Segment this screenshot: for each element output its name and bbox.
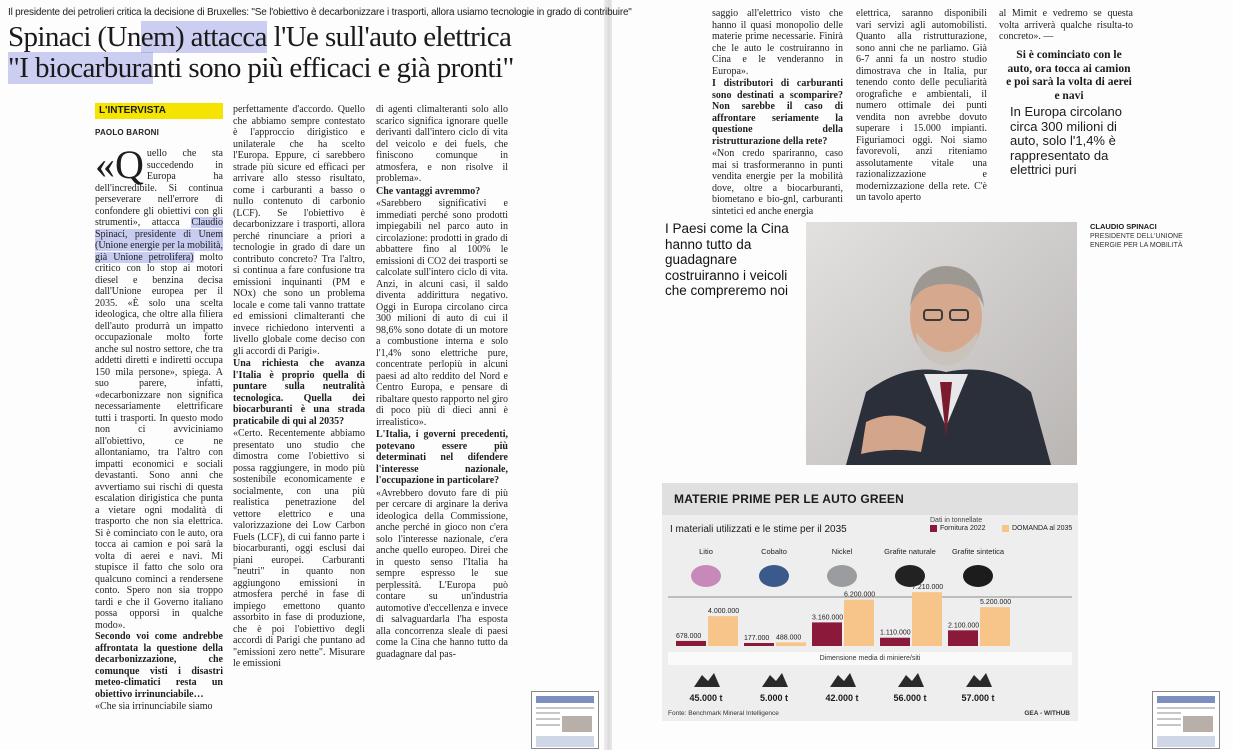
headline-line1-selected: em) attacca	[140, 21, 267, 53]
col3-answer-4: «Avrebbero dovuto fare di più per cercare di arginare la deriva ideologica della Commissione, anche perché in gioco non c'era solo l'interesse nazionale, c'era anche quello europeo. Direi che in questo senso l'Italia ha sempre espresso le sue perplessità. L'Europa può contare su un'industria automotive d'eccellenza e invece di salvaguardarla l'ha esposta alla concorrenza sleale di paesi come la Cina che hanno tutto da guadagnare dal pas-	[376, 487, 508, 660]
chart-source: Fonte: Benchmark Mineral Intelligence	[668, 710, 779, 717]
legend-label-demand: DOMANDA al 2035	[1012, 525, 1073, 532]
mineral-icon	[827, 565, 857, 587]
value-label-demand: 4.000.000	[708, 608, 740, 616]
chart-subtitle: I materiali utilizzati e le stime per il 2035	[670, 524, 847, 535]
article-column-5	[856, 8, 987, 213]
value-label-demand: 6.200.000	[844, 591, 876, 599]
article-column-1	[95, 142, 223, 712]
mine-size-label: 42.000 t	[825, 693, 859, 703]
portrait-photo	[806, 222, 1077, 465]
author-byline: PAOLO BARONI	[95, 128, 160, 137]
mine-size-label: 56.000 t	[893, 693, 927, 703]
highlight-body: In Europa circolano circa 300 milioni di auto, solo l'1,4% è rappresentato da elettrici puri	[1010, 104, 1123, 177]
thumb-chart	[536, 736, 594, 747]
question-4: L'Italia, i governi precedenti, potevano essere più determinati nel difendere l'interesse nazionale, l'occupazione in particolare?	[376, 429, 508, 486]
mine-icon	[694, 673, 720, 687]
page-thumbnail-left[interactable]	[531, 691, 599, 749]
headline-line2-selected: "I biocarbura	[8, 52, 153, 84]
bar-demand-2035	[708, 616, 738, 646]
value-label-demand: 5.200.000	[980, 599, 1012, 607]
thumb-line	[1157, 724, 1181, 726]
article-column-4	[712, 8, 843, 217]
thumb-chart	[1157, 736, 1215, 747]
value-label-supply: 177.000	[744, 635, 770, 642]
chart-svg	[662, 483, 1078, 721]
col1-body: molto critico con lo stop ai motori diesel e benzina decisa dall'Unione europea per il 2035. «È solo una scelta ideologica, che oltre alla filiera dell'auto produrrà un impatto occupazionale molto forte anche sul nostro settore, che tra addetti diretti e indiretti occupa 150 mila persone», spiega. A suo parere, infatti, «decarbonizzare non significa necessariamente elettrificare tutti i trasporti. In questo modo non ci avviciniamo all'obiettivo, ce ne allontaniamo, tra l'altro con impatti economici e sociali devastanti. Sono anni che avvertiamo sui rischi di questa escalation dirigistica che punta a vietare ogni modalità di trasporto che non sia elettrica. Si è cominciato con le auto, ora tocca ai camion e poi sarà la volta di aerei e navi. Mi stupisce il fatto che solo ora qualcuno cominci a rendersene conto. Spero non sia troppo tardi e che il Governo italiano possa opporsi in qualche modo».	[95, 251, 223, 631]
legend-label-supply: Fornitura 2022	[940, 525, 986, 532]
thumb-photo	[562, 716, 592, 732]
mine-icon	[966, 673, 992, 687]
thumb-line	[536, 707, 594, 709]
bar-supply-2022	[812, 622, 842, 646]
pull-quote: I Paesi come la Cina hanno tutto da guadagnare costruiranno i veicoli che compreremo noi	[665, 221, 789, 298]
headline-line1-a: Spinaci (Un	[8, 21, 141, 53]
category-label: Nickel	[831, 547, 853, 556]
caption-name: CLAUDIO SPINACI	[1090, 222, 1157, 231]
bar-supply-2022	[948, 630, 978, 646]
chart-credit: GEA - WITHUB	[1024, 710, 1070, 717]
selected-text[interactable]: Claudio Spinaci, presidente di Unem (Unione energie per la mobilità, già Unione petrolifera)	[95, 217, 223, 263]
col5-answer-5: elettrica, saranno disponibili vari servizi agli automobilisti. Quanto alla ristrutturazione, sono anni che ne parliamo. Già 6-7 anni fa un nostro studio dimostrava che in Italia, pur tenendo conto delle peculiarità orografiche e ambientali, il numero ottimale dei punti vendita non avrebbe dovuto superare i 15.000 impianti. Figuriamoci oggi. Noi siamo favorevoli, anzi riteniamo assolutamente vitale una razionalizzazione e modernizzazione della rete. C'è un tavolo aperto	[856, 8, 987, 203]
thumb-line	[1157, 718, 1181, 720]
highlight-box	[1004, 49, 1134, 178]
bar-demand-2035	[980, 607, 1010, 646]
value-label-supply: 1.110.000	[880, 629, 911, 637]
bar-supply-2022	[744, 643, 774, 646]
category-label: Grafite naturale	[884, 547, 936, 556]
bar-demand-2035	[912, 592, 942, 646]
category-label: Cobalto	[761, 547, 787, 556]
question-1: Secondo voi come andrebbe affrontata la questione della decarbonizzazione, che comunque visti i disastri meteo-climatici resta un obiettivo irrinunciabile…	[95, 631, 223, 700]
mine-size-strip: Dimensione media di miniere/siti	[668, 652, 1072, 665]
article-headline	[8, 22, 514, 84]
chart-title: MATERIE PRIME PER LE AUTO GREEN	[674, 492, 904, 506]
mine-size-label: 57.000 t	[961, 693, 995, 703]
value-label-supply: 3.160.000	[812, 614, 844, 622]
question-2: Una richiesta che avanza l'Italia è proprio quella di puntare sulla neutralità tecnologica. Quella dei biocarburanti è una strada praticabile di qui al 2035?	[233, 358, 365, 427]
chart-unit-note: Dati in tonnellate	[930, 517, 983, 524]
article-column-2	[233, 104, 365, 688]
mineral-icon	[759, 565, 789, 587]
category-label: Grafite sintetica	[951, 547, 1005, 556]
bar-demand-2035	[844, 600, 874, 646]
mine-size-label: 45.000 t	[689, 693, 723, 703]
bar-demand-2035	[776, 642, 806, 646]
col3-answer-3: «Sarebbero significativi e immediati perché sono prodotti impiegabili nel parco auto in circolazione: prodotti in grado di abbattere fino al 100% le emissioni di CO2 dei trasporti se calcolate sull'intero ciclo di vita. Anzi, in alcuni casi, il saldo diventa addirittura negativo. Oggi in Europa circolano circa 300 milioni di auto di cui il 98,6% sono dotate di un motore a combustione interna e solo l'1,4% sono elettriche pure, concentrate perlopiù in alcuni paesi ad alto reddito del Nord e Centro Europa, e pensare di ribaltare questo rapporto nel giro di poco più di dieci anni è irrealistico».	[376, 198, 508, 428]
col6-answer-5: al Mimit e vedremo se questa volta arriverà qualche risulta-to concreto». —	[999, 8, 1133, 42]
article-column-6	[999, 8, 1133, 44]
page-thumbnail-right[interactable]	[1152, 691, 1220, 749]
thumb-line	[1157, 712, 1181, 714]
headline-line2-b: nti sono più efficaci e già pronti"	[152, 52, 514, 84]
col4-answer-4: saggio all'elettrico visto che hanno il quasi monopolio delle materie prime necessarie. Finirà che le auto le costruiranno in Cina e le venderanno in Europa».	[712, 8, 843, 77]
highlight-title: Si è cominciato con le auto, ora tocca ai camion e poi sarà la volta di aerei e navi	[1006, 49, 1132, 102]
thumb-headline	[536, 696, 594, 703]
thumb-line	[536, 724, 560, 726]
thumb-line	[536, 712, 560, 714]
thumb-line	[536, 718, 560, 720]
bar-supply-2022	[676, 641, 706, 646]
mine-icon	[898, 673, 924, 687]
article-column-3	[376, 104, 508, 688]
mine-icon	[762, 673, 788, 687]
thumb-line	[1157, 707, 1215, 709]
thumb-headline	[1157, 696, 1215, 703]
thumb-photo	[1183, 716, 1213, 732]
col2-answer-2: «Certo. Recentemente abbiamo presentato uno studio che dimostra come l'obiettivo si possa raggiungere, in modo più sostenibile economicamente e socialmente, con una più realistica penetrazione del vettore elettrico e una valorizzazione dei Low Carbon Fuels (LCF), di cui fanno parte i biocarburanti, oggi esclusi dai piani europei. Carburanti "neutri" in quanto non aggiungono emissioni in atmosfera perché in fase di impiego emettono quanto assorbito in fase di produzione, che è poi l'obiettivo degli accordi di Parigi che puntano ad "emissioni zero nette". Misurare le emissioni	[233, 428, 365, 669]
question-3: Che vantaggi avremmo?	[376, 185, 481, 197]
caption-role: PRESIDENTE DELL'UNIONE ENERGIE PER LA MOBILITÀ	[1090, 233, 1183, 249]
col1-lead: uello che sta succedendo in Europa ha dell'incredibile. Si continua perseverare nell'errore di confondere gli obiettivi con gli strumenti», attacca	[95, 148, 223, 228]
col4-answer-5: «Non credo spariranno, caso mai si trasformeranno in punti vendita energie per la mobilità dove, oltre a biocarburanti, biometano e bio-gnl, carburanti sintetici ed anche energia	[712, 148, 843, 217]
mine-icon	[830, 673, 856, 687]
mineral-icon	[691, 565, 721, 587]
col2-answer-1: perfettamente d'accordo. Quello che abbiamo sempre contestato è l'approccio dirigistico e unilaterale che ha scelto l'Europa. Eppure, ci sarebbero strade più sicure ed efficaci per arrivare allo stesso risultato, come i carburanti a basso o nullo contenuto di carbonio (LCF). Se l'obiettivo è decarbonizzare i trasporti, allora perché rinunciare a priori a tecnologie in grado di dare un contributo concreto? Tra l'altro, si continua a fare confusione tra emissioni inquinanti (PM e NOx) che sono un problema locale e come tali vanno trattate ed emissioni climalteranti che invece richiedono interventi a livello globale come deciso con gli accordi di Parigi».	[233, 104, 365, 357]
headline-line1-c: l'Ue sull'auto elettrica	[266, 21, 512, 53]
infographic-chart	[662, 483, 1078, 721]
portrait-illustration	[806, 222, 1077, 465]
col3-answer-2: di agenti climalteranti solo allo scarico significa ignorare quelle derivanti dall'intero ciclo di vita del veicolo e dei fuels, che finiscono comunque in atmosfera, e non risolve il problema».	[376, 104, 508, 184]
col1-answer: «Che sia irrinunciabile siamo	[95, 701, 213, 712]
article-kicker: Il presidente dei petrolieri critica la decisione di Bruxelles: "Se l'obiettivo è decarbonizzare i trasporti, allora usiamo tecnologie in grado di contribuire"	[8, 7, 632, 18]
interview-tag: L'INTERVISTA	[95, 103, 223, 119]
question-5: I distributori di carburanti sono destinati a scomparire? Non sarebbe il caso di affrontare seriamente la questione della ristrutturazione della rete?	[712, 78, 843, 147]
mineral-icon	[963, 565, 993, 587]
category-label: Litio	[699, 547, 713, 556]
value-label-demand: 7.210.000	[912, 584, 944, 592]
drop-cap: «Q	[95, 142, 144, 187]
bar-supply-2022	[880, 638, 910, 646]
value-label-supply: 2.100.000	[948, 622, 980, 630]
value-label-demand: 488.000	[776, 634, 802, 642]
value-label-supply: 678.000	[676, 632, 702, 640]
mine-size-label: 5.000 t	[759, 693, 789, 703]
